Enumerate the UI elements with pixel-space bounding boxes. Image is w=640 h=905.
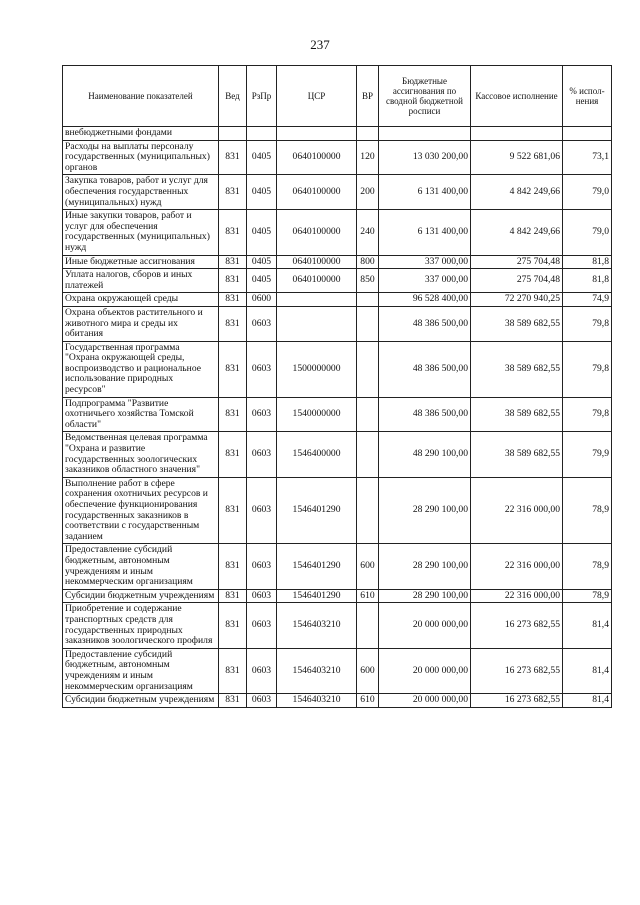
cell-csr: 0640100000 [277, 210, 357, 255]
cell-pct: 79,9 [563, 432, 612, 477]
cell-name: Охрана объектов растительного и животного мира и среды их обитания [63, 306, 219, 341]
cell-ved: 831 [219, 210, 247, 255]
cell-rzpr: 0603 [247, 306, 277, 341]
cell-name: Иные бюджетные ассигнования [63, 255, 219, 269]
cell-cash: 16 273 682,55 [471, 694, 563, 708]
cell-pct: 79,8 [563, 306, 612, 341]
cell-cash: 16 273 682,55 [471, 603, 563, 648]
cell-name: Подпрограмма "Развитие охотничьего хозяйства Томской области" [63, 397, 219, 432]
cell-ved: 831 [219, 341, 247, 397]
cell-pct: 78,9 [563, 589, 612, 603]
cell-rzpr: 0603 [247, 603, 277, 648]
cell-pct: 81,8 [563, 269, 612, 293]
cell-rzpr: 0603 [247, 432, 277, 477]
cell-vr [357, 306, 379, 341]
cell-rzpr: 0405 [247, 210, 277, 255]
cell-name: Расходы на выплаты персоналу государственных (муниципальных) органов [63, 140, 219, 175]
cell-name: Иные закупки товаров, работ и услуг для обеспечения государственных (муниципальных) нужд [63, 210, 219, 255]
cell-cash: 4 842 249,66 [471, 175, 563, 210]
cell-budget: 48 386 500,00 [379, 306, 471, 341]
cell-cash: 38 589 682,55 [471, 306, 563, 341]
cell-budget: 20 000 000,00 [379, 648, 471, 693]
cell-budget: 48 386 500,00 [379, 341, 471, 397]
cell-rzpr: 0603 [247, 648, 277, 693]
cell-budget: 337 000,00 [379, 269, 471, 293]
cell-cash: 38 589 682,55 [471, 432, 563, 477]
cell-ved: 831 [219, 306, 247, 341]
cell-pct: 81,4 [563, 694, 612, 708]
cell-pct: 81,4 [563, 648, 612, 693]
cell-ved: 831 [219, 432, 247, 477]
table-row [63, 140, 612, 175]
cell-vr [357, 397, 379, 432]
cell-vr: 120 [357, 140, 379, 175]
cell-budget: 48 290 100,00 [379, 432, 471, 477]
table-row [63, 544, 612, 589]
cell-rzpr: 0600 [247, 293, 277, 307]
cell-name: Предоставление субсидий бюджетным, автономным учреждениям и иным некоммерческим организациям [63, 544, 219, 589]
cell-budget: 20 000 000,00 [379, 694, 471, 708]
cell-ved: 831 [219, 269, 247, 293]
header-ved: Вед [219, 66, 247, 127]
cell-csr: 0640100000 [277, 175, 357, 210]
cell-cash [471, 127, 563, 141]
cell-ved: 831 [219, 544, 247, 589]
table-row [63, 210, 612, 255]
cell-vr: 600 [357, 648, 379, 693]
cell-ved: 831 [219, 140, 247, 175]
table-body [63, 127, 612, 708]
cell-name: Охрана окружающей среды [63, 293, 219, 307]
cell-vr: 200 [357, 175, 379, 210]
cell-budget: 6 131 400,00 [379, 175, 471, 210]
cell-ved: 831 [219, 589, 247, 603]
cell-vr [357, 603, 379, 648]
cell-csr: 1546401290 [277, 589, 357, 603]
header-name: Наименование показателей [63, 66, 219, 127]
cell-rzpr: 0405 [247, 269, 277, 293]
page-number: 237 [310, 37, 330, 52]
cell-csr [277, 293, 357, 307]
header-pct: % испол-нения [563, 66, 612, 127]
table-row [63, 269, 612, 293]
cell-pct: 79,0 [563, 175, 612, 210]
cell-name: внебюджетными фондами [63, 127, 219, 141]
cell-vr [357, 341, 379, 397]
table-row [63, 432, 612, 477]
cell-csr [277, 306, 357, 341]
cell-vr: 600 [357, 544, 379, 589]
table-row [63, 293, 612, 307]
table-row [63, 477, 612, 544]
cell-cash: 4 842 249,66 [471, 210, 563, 255]
cell-csr: 0640100000 [277, 269, 357, 293]
cell-name: Выполнение работ в сфере сохранения охотничьих ресурсов и обеспечение функционирования государственных заказников в соответствии с государственным заданием [63, 477, 219, 544]
header-budget: Бюджетные ассигнования по сводной бюджетной росписи [379, 66, 471, 127]
cell-csr: 1500000000 [277, 341, 357, 397]
cell-csr: 1546403210 [277, 603, 357, 648]
cell-csr: 1540000000 [277, 397, 357, 432]
header-csr: ЦСР [277, 66, 357, 127]
cell-budget: 13 030 200,00 [379, 140, 471, 175]
cell-rzpr: 0603 [247, 589, 277, 603]
cell-csr: 0640100000 [277, 255, 357, 269]
cell-csr: 1546403210 [277, 648, 357, 693]
cell-vr: 240 [357, 210, 379, 255]
table-row [63, 341, 612, 397]
cell-budget: 28 290 100,00 [379, 477, 471, 544]
cell-rzpr: 0405 [247, 140, 277, 175]
cell-csr: 0640100000 [277, 140, 357, 175]
cell-vr [357, 127, 379, 141]
cell-csr: 1546400000 [277, 432, 357, 477]
cell-cash: 72 270 940,25 [471, 293, 563, 307]
cell-budget: 337 000,00 [379, 255, 471, 269]
cell-name: Предоставление субсидий бюджетным, автономным учреждениям и иным некоммерческим организациям [63, 648, 219, 693]
table-row [63, 694, 612, 708]
cell-pct: 79,8 [563, 397, 612, 432]
cell-pct: 74,9 [563, 293, 612, 307]
table-row [63, 127, 612, 141]
cell-vr [357, 432, 379, 477]
table-row [63, 589, 612, 603]
cell-csr [277, 127, 357, 141]
table-row [63, 648, 612, 693]
cell-pct: 73,1 [563, 140, 612, 175]
cell-rzpr: 0603 [247, 397, 277, 432]
header-cash: Кассовое исполнение [471, 66, 563, 127]
cell-ved: 831 [219, 477, 247, 544]
cell-cash: 22 316 000,00 [471, 589, 563, 603]
cell-rzpr: 0405 [247, 175, 277, 210]
cell-cash: 275 704,48 [471, 255, 563, 269]
cell-cash: 275 704,48 [471, 269, 563, 293]
cell-vr [357, 293, 379, 307]
cell-pct [563, 127, 612, 141]
cell-pct: 79,8 [563, 341, 612, 397]
cell-ved: 831 [219, 255, 247, 269]
table-row [63, 306, 612, 341]
header-vr: ВР [357, 66, 379, 127]
cell-ved: 831 [219, 648, 247, 693]
cell-vr: 850 [357, 269, 379, 293]
cell-pct: 78,9 [563, 477, 612, 544]
cell-name: Приобретение и содержание транспортных средств для государственных природных заказников зоологического профиля [63, 603, 219, 648]
cell-csr: 1546401290 [277, 477, 357, 544]
cell-name: Субсидии бюджетным учреждениям [63, 589, 219, 603]
table-row [63, 603, 612, 648]
cell-cash: 22 316 000,00 [471, 477, 563, 544]
cell-cash: 16 273 682,55 [471, 648, 563, 693]
cell-vr: 800 [357, 255, 379, 269]
cell-pct: 81,8 [563, 255, 612, 269]
cell-name: Государственная программа "Охрана окружающей среды, воспроизводство и рациональное использование природных ресурсов" [63, 341, 219, 397]
table-row [63, 175, 612, 210]
cell-budget [379, 127, 471, 141]
cell-budget: 28 290 100,00 [379, 544, 471, 589]
cell-ved: 831 [219, 175, 247, 210]
cell-ved: 831 [219, 603, 247, 648]
cell-vr [357, 477, 379, 544]
cell-vr: 610 [357, 589, 379, 603]
table-header-row [63, 66, 612, 127]
cell-ved: 831 [219, 397, 247, 432]
cell-vr: 610 [357, 694, 379, 708]
cell-rzpr: 0603 [247, 694, 277, 708]
cell-pct: 81,4 [563, 603, 612, 648]
cell-budget: 48 386 500,00 [379, 397, 471, 432]
cell-ved: 831 [219, 293, 247, 307]
cell-cash: 38 589 682,55 [471, 397, 563, 432]
header-rzpr: РзПр [247, 66, 277, 127]
cell-name: Субсидии бюджетным учреждениям [63, 694, 219, 708]
cell-pct: 78,9 [563, 544, 612, 589]
cell-budget: 6 131 400,00 [379, 210, 471, 255]
cell-csr: 1546403210 [277, 694, 357, 708]
cell-rzpr: 0603 [247, 477, 277, 544]
table-row [63, 397, 612, 432]
cell-pct: 79,0 [563, 210, 612, 255]
cell-rzpr: 0603 [247, 544, 277, 589]
cell-name: Уплата налогов, сборов и иных платежей [63, 269, 219, 293]
cell-rzpr [247, 127, 277, 141]
cell-name: Ведомственная целевая программа "Охрана и развитие государственных зоологических заказников областного значения" [63, 432, 219, 477]
cell-budget: 20 000 000,00 [379, 603, 471, 648]
cell-rzpr: 0603 [247, 341, 277, 397]
cell-rzpr: 0405 [247, 255, 277, 269]
cell-budget: 28 290 100,00 [379, 589, 471, 603]
cell-csr: 1546401290 [277, 544, 357, 589]
cell-cash: 22 316 000,00 [471, 544, 563, 589]
cell-cash: 38 589 682,55 [471, 341, 563, 397]
budget-execution-table [62, 65, 612, 708]
cell-cash: 9 522 681,06 [471, 140, 563, 175]
cell-ved [219, 127, 247, 141]
cell-budget: 96 528 400,00 [379, 293, 471, 307]
cell-name: Закупка товаров, работ и услуг для обеспечения государственных (муниципальных) нужд [63, 175, 219, 210]
table-row [63, 255, 612, 269]
cell-ved: 831 [219, 694, 247, 708]
